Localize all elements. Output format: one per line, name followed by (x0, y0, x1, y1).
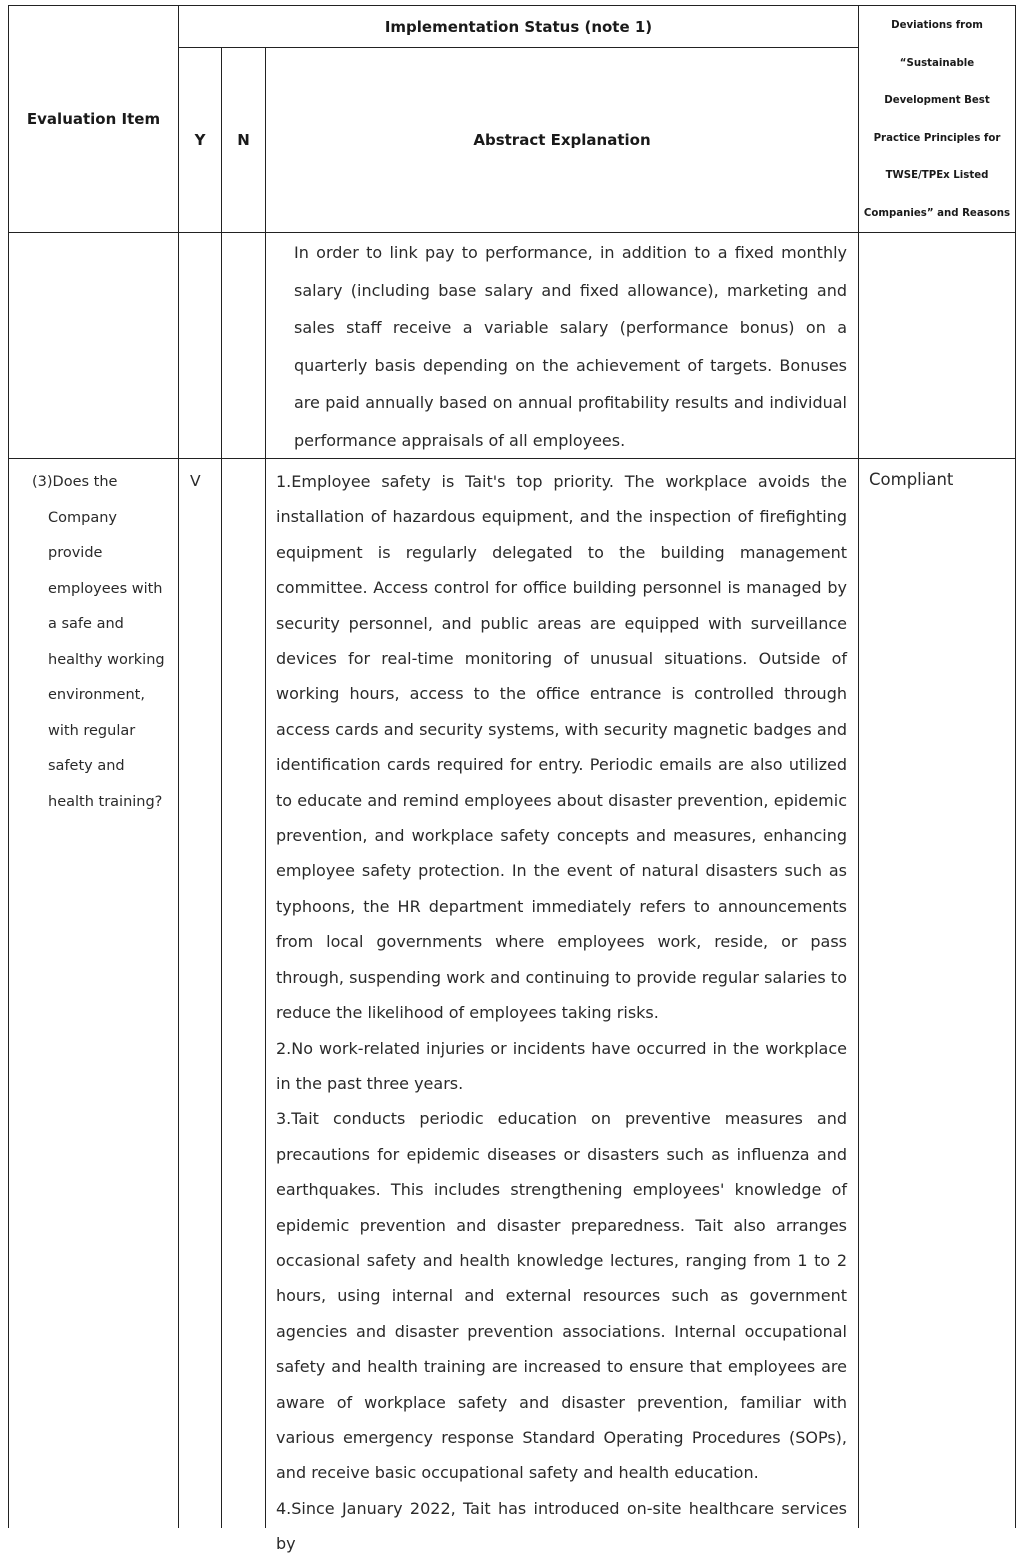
evaluation-item-line: safety and (48, 758, 125, 774)
y-column-header (179, 48, 221, 232)
implementation-status-header (179, 6, 858, 47)
explanation-paragraph: 2.No work-related injuries or incidents have occurred in the workplace in the past three years. (276, 1038, 847, 1093)
deviations-header-line: Practice Principles for (873, 132, 1001, 144)
n-column-header (222, 48, 265, 232)
deviations-header-line: TWSE/TPEx Listed (885, 170, 989, 181)
evaluation-item-line: Company (48, 509, 117, 526)
explanation-paragraph: 1.Employee safety is Tait's top priority. The workplace avoids the installation of hazardous equipment, and the inspection of firefighting equipment is regularly delegated to the building management committee. Access control for office building personnel is managed by security personnel, and public areas are equipped with surveillance devices for real-time monitoring of unusual situations. Outside of working hours, access to the office entrance is controlled through access cards and security systems, with security magnetic badges and identification cards required for entry. Periodic emails are also utilized to educate and remind employees about disaster prevention, epidemic prevention, and workplace safety concepts and measures, enhancing employee safety protection. In the event of natural disasters such as typhoons, the HR department immediately refers to announcements from local governments where employees work, reside, or pass through, suspending work and continuing to provide regular salaries to reduce the likelihood of employees taking risks. (276, 472, 847, 1023)
deviation-compliant (869, 470, 953, 489)
explanation-paragraph: 4.Since January 2022, Tait has introduced on-site healthcare services by (276, 1498, 847, 1554)
evaluation-item-header-label: Evaluation Item (26, 110, 161, 128)
evaluation-item-line: a safe and (48, 616, 124, 632)
pay-performance-explanation (294, 234, 847, 460)
evaluation-table (8, 5, 1016, 1554)
y-column-label: Y (194, 131, 206, 149)
y-mark (190, 472, 201, 490)
evaluation-item-line: healthy working (48, 651, 165, 668)
evaluation-item-line: provide (48, 545, 103, 561)
deviations-header-line: Deviations from (891, 20, 983, 31)
evaluation-item-line: health training? (48, 793, 163, 810)
pay-performance-text: In order to link pay to performance, in addition to a fixed monthly salary (including base salary and fixed allowance), marketing and sales staff receive a variable salary (performance bonus) on a quarterly basis depending on the achievement of targets. Bonuses are paid annually based on annual profitability results and individual performance appraisals of all employees. (294, 243, 847, 450)
n-column-label: N (237, 131, 250, 149)
evaluation-item-line: (3)Does the (32, 474, 118, 490)
evaluation-item-safety (32, 465, 178, 820)
abstract-explanation-label: Abstract Explanation (473, 131, 651, 149)
abstract-explanation-header (266, 48, 858, 232)
evaluation-item-header (9, 6, 178, 232)
evaluation-item-line: with regular (48, 722, 136, 739)
y-mark-text: V (190, 472, 201, 490)
deviations-header (859, 6, 1015, 232)
deviations-header-line: Companies” and Reasons (863, 207, 1011, 219)
evaluation-item-line: employees with (48, 580, 163, 597)
deviation-compliant-text: Compliant (869, 470, 954, 489)
evaluation-item-line: environment, (48, 687, 145, 703)
safety-explanation (276, 464, 847, 1562)
deviations-header-line: Development Best (884, 95, 990, 106)
implementation-status-label: Implementation Status (note 1) (384, 17, 653, 36)
deviations-header-line: “Sustainable (899, 57, 975, 69)
explanation-paragraph: 3.Tait conducts periodic education on preventive measures and precautions for epidemic diseases or disasters such as influenza and earthquakes. This includes strengthening employees' knowledge of epidemic prevention and disaster preparedness. Tait also arranges occasional safety and health knowledge lectures, ranging from 1 to 2 hours, using internal and external resources such as government agencies and disaster prevention associations. Internal occupational safety and health training are increased to ensure that employees are aware of workplace safety and disaster prevention, familiar with various emergency response Standard Operating Procedures (SOPs), and receive basic occupational safety and health education. (276, 1109, 847, 1483)
